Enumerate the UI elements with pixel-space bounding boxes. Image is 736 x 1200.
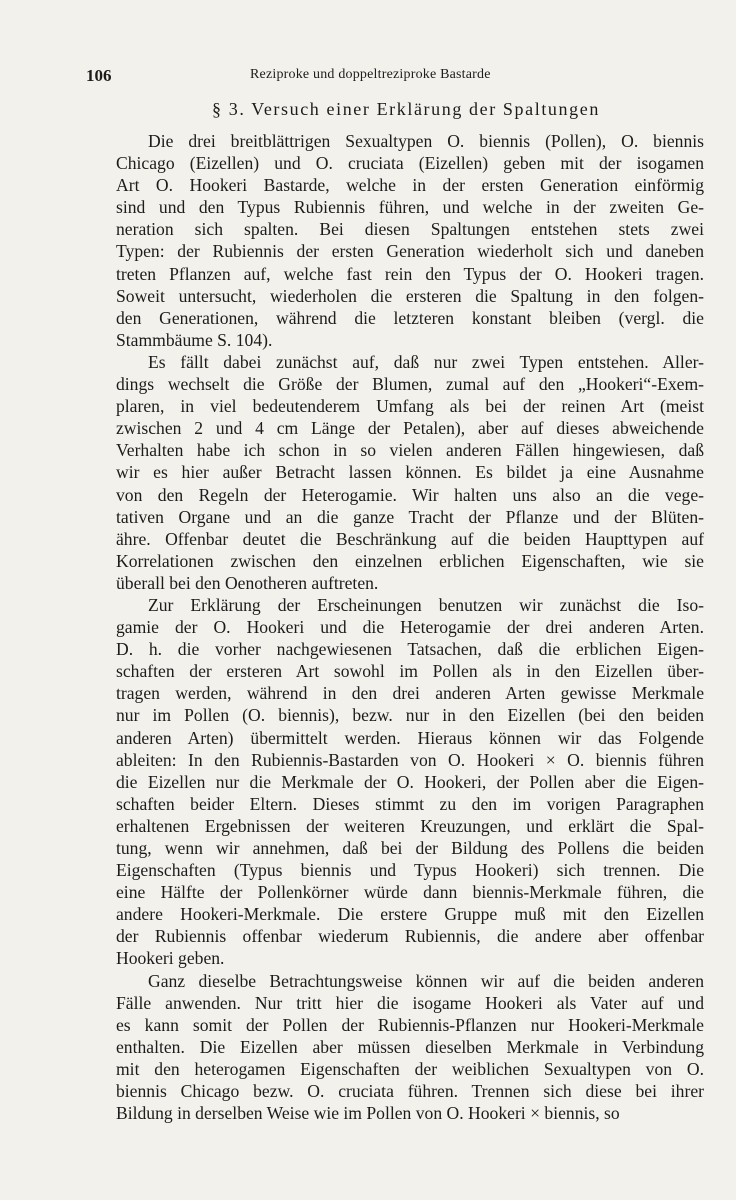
text-line: Korrelationen zwischen den einzelnen erblichen Eigenschaften, wie sie xyxy=(116,550,704,571)
body-text xyxy=(84,130,704,1124)
text-line: wir es hier außer Betracht lassen können. Es bildet ja eine Ausnahme xyxy=(116,462,704,483)
text-line: eine Hälfte der Pollenkörner würde dann biennis-Merkmale führen, die xyxy=(116,882,704,903)
text-line: Typen: der Rubiennis der ersten Generation wiederholt sich und daneben xyxy=(116,241,704,262)
text-line: tragen werden, während in den drei anderen Arten gewisse Merkmale xyxy=(116,683,704,704)
text-line: anderen Arten) übermittelt werden. Hieraus können wir das Folgende xyxy=(116,727,704,748)
paragraph xyxy=(84,351,704,594)
text-line: gamie der O. Hookeri und die Heterogamie der drei anderen Arten. xyxy=(116,617,704,638)
running-title: Reziproke und doppeltreziproke Bastarde xyxy=(250,67,491,82)
text-line: der Rubiennis offenbar wiederum Rubiennis, die andere aber offenbar xyxy=(116,926,704,947)
text-line: mit den heterogamen Eigenschaften der weiblichen Sexualtypen von O. xyxy=(116,1058,704,1079)
text-line: tung, wenn wir annehmen, daß bei der Bildung des Pollens die beiden xyxy=(116,838,704,858)
text-line: Verhalten habe ich schon in so vielen anderen Fällen hingewiesen, daß xyxy=(116,440,704,461)
text-line: ableiten: In den Rubiennis-Bastarden von O. Hookeri × O. biennis führen xyxy=(116,749,704,770)
text-line: Es fällt dabei zunächst auf, daß nur zwei Typen entstehen. Aller- xyxy=(148,351,704,372)
text-line: Hookeri geben. xyxy=(116,948,225,969)
text-line: Soweit untersucht, wiederholen die ersteren die Spaltung in den folgen- xyxy=(116,285,704,306)
text-line: erhaltenen Ergebnissen der weiteren Kreuzungen, und erklärt die Spal- xyxy=(116,815,704,836)
text-line: die Eizellen nur die Merkmale der O. Hookeri, der Pollen aber die Eigen- xyxy=(116,771,704,792)
text-line: überall bei den Oenotheren auftreten. xyxy=(116,572,379,593)
text-line: D. h. die vorher nachgewiesenen Tatsachen, daß die erblichen Eigen- xyxy=(116,639,704,660)
page-number: 106 xyxy=(86,66,112,85)
text-line: neration sich spalten. Bei diesen Spaltungen entstehen stets zwei xyxy=(116,219,704,240)
text-line: biennis Chicago bezw. O. cruciata führen. Trennen sich diese bei ihrer xyxy=(116,1081,704,1102)
text-line: dings wechselt die Größe der Blumen, zumal auf den „Hookeri“-Exem- xyxy=(116,374,704,395)
paragraph xyxy=(84,130,704,351)
text-line: schaften beider Eltern. Dieses stimmt zu den im vorigen Paragraphen xyxy=(116,793,704,814)
text-line: Bildung in derselben Weise wie im Pollen von O. Hookeri × biennis, so xyxy=(116,1103,620,1124)
text-line: Zur Erklärung der Erscheinungen benutzen wir zunächst die Iso- xyxy=(148,594,704,615)
text-line: schaften der ersteren Art sowohl im Pollen als in den Eizellen über- xyxy=(116,661,704,682)
page-header xyxy=(86,66,701,90)
text-line: Chicago (Eizellen) und O. cruciata (Eizellen) geben mit der isogamen xyxy=(116,153,704,174)
text-line: Die drei breitblättrigen Sexualtypen O. biennis (Pollen), O. biennis xyxy=(148,131,704,151)
text-line: Art O. Hookeri Bastarde, welche in der ersten Generation einförmig xyxy=(116,175,704,196)
text-line: andere Hookeri-Merkmale. Die erstere Gruppe muß mit den Eizellen xyxy=(116,904,704,925)
paragraph xyxy=(84,594,704,970)
text-line: zwischen 2 und 4 cm Länge der Petalen), aber auf dieses abweichende xyxy=(116,418,704,439)
text-line: es kann somit der Pollen der Rubiennis-Pflanzen nur Hookeri-Merkmale xyxy=(116,1014,704,1035)
text-line: den Generationen, während die letzteren konstant bleiben (vergl. die xyxy=(116,307,704,328)
text-line: tativen Organe und an die ganze Tracht der Pflanze und der Blüten- xyxy=(116,506,704,527)
text-line: Stammbäume S. 104). xyxy=(116,329,273,350)
text-line: Eigenschaften (Typus biennis und Typus Hookeri) sich trennen. Die xyxy=(116,860,704,881)
text-line: ähre. Offenbar deutet die Beschränkung auf die beiden Haupttypen auf xyxy=(116,528,704,549)
text-line: enthalten. Die Eizellen aber müssen dieselben Merkmale in Verbindung xyxy=(116,1036,704,1057)
text-line: treten Pflanzen auf, welche fast rein den Typus der O. Hookeri tragen. xyxy=(116,263,704,284)
text-line: Fälle anwenden. Nur tritt hier die isogame Hookeri als Vater auf und xyxy=(116,992,704,1013)
text-line: nur im Pollen (O. biennis), bezw. nur in den Eizellen (bei den beiden xyxy=(116,705,704,726)
section-heading: § 3. Versuch einer Erklärung der Spaltungen xyxy=(212,99,600,119)
text-line: von den Regeln der Heterogamie. Wir halten uns also an die vege- xyxy=(116,484,704,505)
paragraph xyxy=(84,970,704,1125)
text-line: Ganz dieselbe Betrachtungsweise können wir auf die beiden anderen xyxy=(148,970,704,991)
text-line: plaren, in viel bedeutenderem Umfang als bei der reinen Art (meist xyxy=(116,396,704,417)
text-line: sind und den Typus Rubiennis führen, und welche in der zweiten Ge- xyxy=(116,197,704,218)
